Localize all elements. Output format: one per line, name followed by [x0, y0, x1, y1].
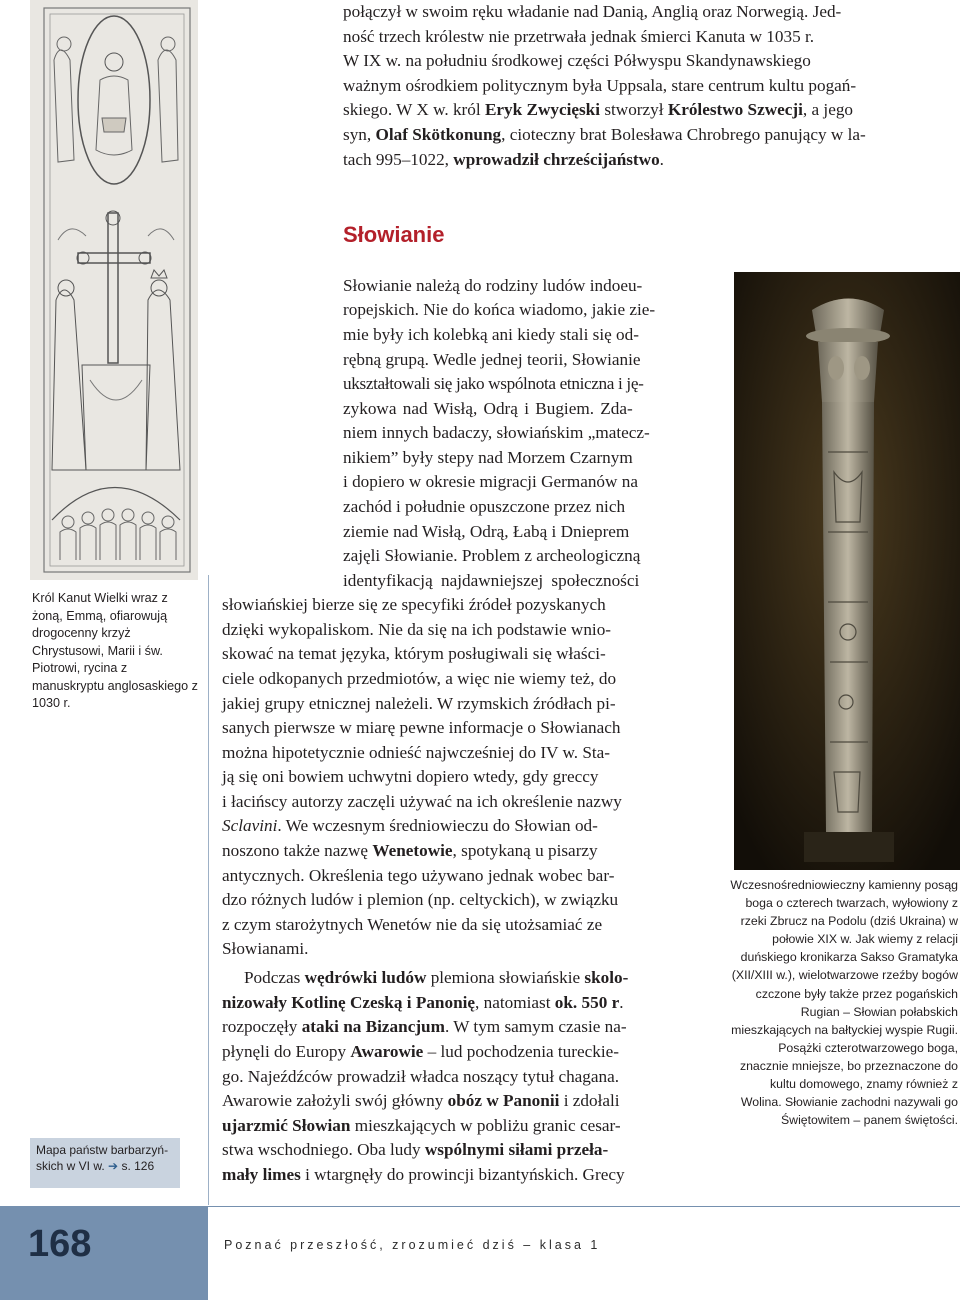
top-paragraph: [343, 0, 957, 172]
text-line: zachód i południe opuszczone przez nich: [343, 497, 626, 516]
text-line: tach 995–1022, wprowadził chrześcijaństwo.: [343, 149, 664, 169]
manuscript-caption: Król Kanut Wielki wraz z żoną, Emmą, ofiarowują drogocenny krzyż Chrystusowi, Marii i św. Piotrowi, rycina z manuskryptu anglosaskiego z 1030 r.: [32, 591, 198, 710]
text-line: ciele odkopanych przedmiotów, a więc nie wiemy też, do: [222, 669, 617, 688]
text-line: ność trzech królestw nie przetrwała jednak śmierci Kanuta w 1035 r.: [343, 26, 815, 46]
text-line: dzo różnych ludów i plemion (np. celtyckich), w związku: [222, 890, 619, 909]
page-number: 168: [28, 1223, 92, 1265]
text-line: rozpoczęły ataki na Bizancjum. W tym samym czasie na-: [222, 1017, 627, 1036]
text-line: skiego. W X w. król Eryk Zwycięski stworzył Królestwo Szwecji, a jego: [343, 100, 854, 120]
map-note-text: Mapa państw barbarzyń-skich w VI w.: [36, 1143, 169, 1173]
text-line: zajęli Słowianie. Problem z archeologiczną: [343, 546, 641, 565]
text-line: nikiem” były stepy nad Morzem Czarnym: [343, 448, 633, 467]
text-line: jakiej grupy etnicznej należeli. W rzymskich źródłach pi-: [222, 694, 616, 713]
map-note-page-ref[interactable]: s. 126: [121, 1159, 155, 1173]
book-title: Poznać przeszłość, zrozumieć dziś – klasa 1: [224, 1238, 601, 1252]
text-line: syn, Olaf Skötkonung, cioteczny brat Bolesława Chrobrego panujący w la-: [343, 124, 866, 144]
text-line: antycznych. Określenia tego używano jednak wobec bar-: [222, 866, 615, 885]
text-line: ją się oni bowiem uchwytni dopiero wtedy, gdy greccy: [222, 767, 599, 786]
text-line: mały limes i wtargnęły do prowincji bizantyńskich. Grecy: [222, 1165, 625, 1184]
column-divider: [208, 575, 209, 1205]
manuscript-illustration: [30, 0, 198, 580]
footer-rule: [208, 1206, 960, 1207]
map-reference-note[interactable]: [30, 1138, 180, 1188]
text-line: stwa wschodniego. Oba ludy wspólnymi siłami przeła-: [222, 1140, 609, 1159]
zbrucz-idol-photo: [734, 272, 960, 870]
text-line: sanych pierwsze w miarę pewne informacje o Słowianach: [222, 718, 621, 737]
text-line: z czym starożytnych Wenetów nie da się utożsamiać ze: [222, 915, 603, 934]
text-line: ważnym ośrodkiem politycznym była Uppsala, stare centrum kultu pogań-: [343, 75, 857, 95]
text-line: Słowianie należą do rodziny ludów indoeu-: [343, 276, 643, 295]
text-line: połączył w swoim ręku władanie nad Danią, Anglią oraz Norwegią. Jed-: [343, 2, 842, 21]
manuscript-drawing: [30, 0, 198, 580]
text-line: Sclavini. We wczesnym średniowieczu do Słowian od-: [222, 816, 598, 835]
text-line: Awarowie założyli swój główny obóz w Panonii i zdołali: [222, 1091, 620, 1110]
text-line: zykowa nad Wisłą, Odrą i Bugiem. Zda-: [343, 399, 633, 418]
text-line: W IX w. na południu środkowej części Półwyspu Skandynawskiego: [343, 51, 811, 71]
text-line: można hipotetycznie odnieść najwcześniej do IV w. Sta-: [222, 743, 611, 762]
text-line: słowiańskiej bierze się ze specyfiki źródeł pozyskanych: [222, 595, 606, 614]
text-line: go. Najeźdźców prowadził władca noszący tytuł chagana.: [222, 1067, 620, 1086]
text-line: ujarzmić Słowian mieszkających w pobliżu granic cesar-: [222, 1116, 621, 1135]
text-line: Słowianami.: [222, 939, 309, 958]
text-line: i łacińscy autorzy zaczęli używać na ich określenie nazwy: [222, 792, 622, 811]
text-line: ropejskich. Nie do końca wiadomo, jakie zie-: [343, 300, 656, 319]
text-line: ukształtowali się jako wspólnota etniczna i ję-: [343, 374, 644, 393]
text-line: dzięki wykopaliskom. Nie da się na ich podstawie wnio-: [222, 620, 612, 639]
idol-caption: Wczesnośredniowieczny kamienny posąg boga o czterech twarzach, wyłowiony z rzeki Zbrucz na Podolu (dziś Ukraina) w połowie XIX w. Jak wiemy z relacji duńskiego kronikarza Sakso Gramatyka (XII/XIII w.), wielotwarzowe rzeźby bogów czczone były także przez pogańskich Rugian – Słowian połabskich mieszkających na bałtyckiej wyspie Rugii. Posążki czterotwarzowego boga, znacznie mniejsze, bo przeznaczone do kultu domowego, znamy również z Wolina. Słowianie zachodni nazywali go Świętowitem – panem świętości.: [730, 878, 958, 1128]
text-line: nizowały Kotlinę Czeską i Panonię, natomiast ok. 550 r.: [222, 993, 624, 1012]
arrow-right-icon: ➔: [108, 1159, 119, 1173]
text-line: niem innych badaczy, słowiańskim „matecz-: [343, 423, 650, 442]
text-line: skować na temat języka, którym posługiwali się właści-: [222, 644, 606, 663]
text-line: płynęli do Europy Awarowie – lud pochodzenia tureckie-: [222, 1042, 619, 1061]
text-line: identyfikacją najdawniejszej społeczności: [343, 571, 640, 590]
text-line: noszono także nazwę Wenetowie, spotykaną u pisarzy: [222, 841, 598, 860]
text-line: rębną grupą. Wedle jednej teorii, Słowianie: [343, 350, 641, 369]
text-line: i dopiero w okresie migracji Germanów na: [343, 472, 638, 491]
text-line: mie były ich kolebką ani kiedy stali się od-: [343, 325, 639, 344]
text-line: ziemie nad Wisłą, Odrą, Łabą i Dnieprem: [343, 522, 630, 541]
text-line: Podczas wędrówki ludów plemiona słowiańskie skolo-: [244, 968, 629, 987]
idol-drawing: [734, 272, 960, 870]
section-title: Słowianie: [343, 222, 445, 247]
